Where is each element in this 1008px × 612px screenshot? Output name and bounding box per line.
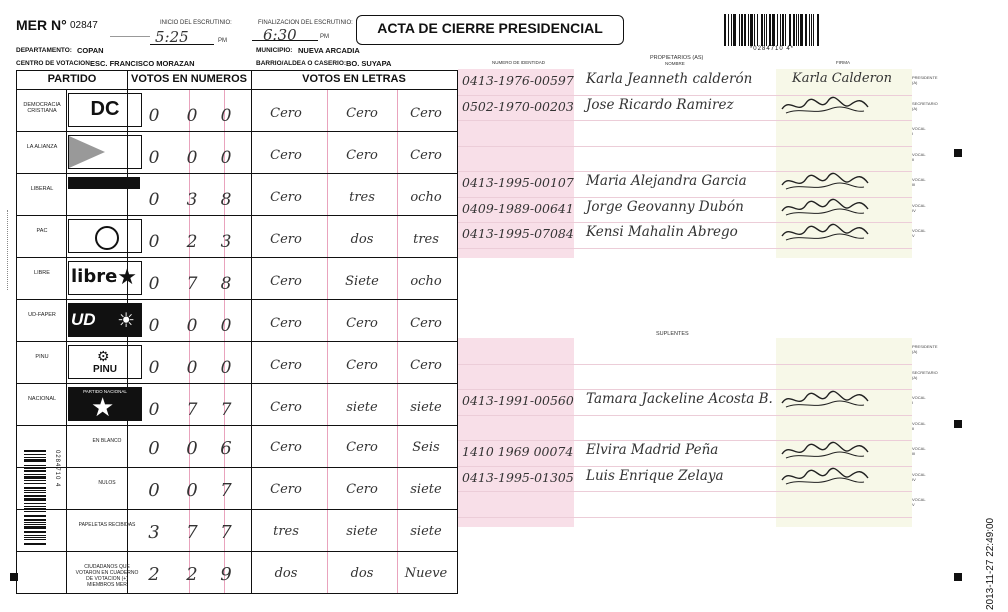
barcode-bar	[796, 14, 797, 46]
vote-digit: 3	[220, 232, 232, 252]
barcode-bar	[24, 511, 46, 512]
member-signature	[780, 389, 840, 409]
barcode-bar	[24, 457, 46, 458]
vote-digit: 0	[148, 316, 160, 336]
barcode-bar	[24, 492, 46, 493]
table-hline	[17, 299, 457, 300]
vote-digit: 0	[148, 358, 160, 378]
left-barcode-code: 0284710 4	[54, 450, 60, 488]
party-logo-text: DC	[90, 98, 120, 120]
member-signature-text: Karla Calderon	[792, 71, 893, 86]
party-logo	[68, 261, 142, 295]
member-row-line	[458, 120, 912, 121]
member-role: VOCAL IV	[912, 471, 926, 482]
vote-word: Cero	[270, 190, 302, 205]
member-role: VOCAL IV	[912, 202, 926, 213]
vote-digit: 9	[220, 564, 232, 585]
vote-digit: 0	[186, 106, 198, 126]
barcode-bar	[24, 450, 46, 452]
vote-word: Cero	[410, 358, 442, 373]
table-hline	[17, 467, 457, 468]
member-name: Elvira Madrid Peña	[586, 442, 719, 458]
inicio-line	[150, 44, 214, 45]
barcode-bar	[805, 14, 807, 46]
party-name: DEMOCRACIA CRISTIANA	[23, 102, 61, 114]
barcode-bar	[754, 14, 755, 46]
member-name: Luis Enrique Zelaya	[586, 467, 724, 484]
barcode-bar	[811, 14, 812, 46]
vote-word: Cero	[270, 358, 302, 373]
party-logo	[68, 303, 142, 337]
vote-word: Siete	[345, 274, 379, 289]
barcode-bar	[793, 14, 795, 46]
barcode-bar	[24, 515, 46, 517]
col-id-header: NUMERO DE IDENTIDAD	[492, 60, 546, 65]
vote-digit: 0	[148, 438, 160, 459]
party-logo-text: libre	[71, 266, 118, 287]
party-logo	[68, 135, 142, 169]
vote-word: Cero	[410, 106, 442, 121]
vote-word: Cero	[346, 106, 378, 121]
vote-digit: 0	[148, 400, 160, 420]
member-role: VOCAL II	[912, 420, 926, 431]
barcode-bar	[739, 14, 740, 46]
vote-word: dos	[274, 566, 298, 581]
barcode-bar	[24, 522, 46, 523]
barcode-bar	[24, 476, 46, 479]
vote-digit: 0	[220, 316, 232, 336]
vote-digit: 7	[220, 522, 232, 543]
barcode-bar	[813, 14, 814, 46]
barcode-number: *0284710 4*	[749, 46, 795, 52]
vote-digit: 0	[220, 106, 232, 126]
member-id: 0413-1991-00560	[462, 393, 574, 408]
votes-table	[16, 70, 458, 594]
star-icon: ★	[91, 392, 115, 421]
party-name: LIBERAL	[30, 186, 54, 192]
barcode-bar	[24, 487, 46, 489]
vote-digit: 7	[186, 522, 198, 543]
vote-digit: 2	[186, 564, 198, 585]
barcode-bar	[24, 483, 46, 484]
star-icon: ★	[117, 264, 137, 289]
inicio-suffix: PM	[218, 38, 227, 44]
barcode-bar	[744, 14, 746, 46]
barrio-label: BARRIO/ALDEA O CASERIO:	[256, 60, 347, 67]
barcode-bar	[24, 503, 46, 504]
member-role: VOCAL I	[912, 126, 926, 136]
barcode-bar	[724, 14, 726, 46]
member-row-line	[458, 517, 912, 518]
barcode-bar	[733, 14, 736, 46]
barcode-bar	[782, 14, 784, 46]
fin-label: FINALIZACION DEL ESCRUTINIO:	[258, 20, 353, 26]
vote-digit: 0	[148, 190, 160, 210]
vote-word: dos	[350, 232, 374, 247]
barcode-bar	[24, 459, 46, 462]
table-hline	[17, 425, 457, 426]
member-name: Jose Ricardo Ramirez	[586, 96, 734, 113]
member-role: PRESIDENTE (A)	[912, 75, 938, 85]
member-role: VOCAL II	[912, 151, 926, 162]
acta-title: ACTA DE CIERRE PRESIDENCIAL	[377, 20, 603, 36]
party-name: NACIONAL	[27, 396, 57, 402]
barcode-bar	[766, 14, 767, 46]
table-hline	[17, 257, 457, 258]
vote-word: Cero	[270, 400, 302, 415]
barcode-bar	[24, 498, 46, 501]
barcode-bar	[769, 14, 771, 46]
vote-word: Cero	[270, 232, 302, 247]
member-signature	[780, 222, 870, 242]
departamento-label: DEPARTAMENTO:	[16, 47, 72, 54]
col-letras-header: VOTOS EN LETRAS	[302, 73, 406, 85]
vote-word: Cero	[346, 316, 378, 331]
party-logo	[68, 345, 142, 379]
member-signature	[780, 171, 870, 191]
vote-digit: 0	[148, 148, 160, 168]
barcode-bar	[24, 539, 46, 540]
table-hline	[17, 509, 457, 510]
vote-word: Cero	[270, 274, 302, 289]
member-role: VOCAL III	[912, 177, 926, 187]
member-row-line	[458, 491, 912, 492]
vote-word: Cero	[346, 148, 378, 163]
vote-digit: 8	[220, 190, 232, 210]
barcode-bar	[741, 14, 743, 46]
barcode-bar	[24, 465, 46, 466]
vote-digit: 3	[148, 522, 160, 543]
party-name: LA ALIANZA	[26, 144, 58, 150]
vote-word: Cero	[346, 440, 378, 455]
corner-mark-right-mid	[954, 420, 962, 428]
inicio-label: INICIO DEL ESCRUTINIO:	[160, 20, 232, 26]
vote-digit: 3	[186, 190, 198, 210]
member-signature	[780, 440, 870, 460]
barcode-bar	[24, 506, 46, 507]
col-name-header: NOMBRE	[665, 61, 685, 66]
barcode-bar	[789, 14, 791, 46]
party-logo	[68, 93, 142, 127]
stamp-scribble	[110, 24, 150, 37]
vote-digit: 0	[148, 480, 160, 501]
barcode-bar	[24, 537, 46, 538]
vote-word: Cero	[270, 482, 302, 497]
corner-mark-right-top	[954, 149, 962, 157]
party-name: PAC	[36, 228, 48, 234]
party-name: LIBRE	[34, 270, 50, 276]
vote-word: Cero	[270, 440, 302, 455]
vote-word: ocho	[410, 274, 442, 289]
vote-word: tres	[273, 524, 299, 539]
vote-digit: 0	[186, 148, 198, 168]
member-signature	[780, 466, 870, 486]
member-signature	[780, 95, 840, 115]
table-hline	[17, 341, 457, 342]
barcode-bar	[24, 490, 46, 491]
member-row-line	[458, 415, 912, 416]
vote-word: siete	[346, 400, 378, 415]
signature-band	[776, 338, 912, 527]
alianza-flag-icon	[69, 136, 105, 168]
suplentes-header: SUPLENTES	[656, 331, 689, 337]
barcode-bar	[809, 14, 810, 46]
fin-line	[252, 40, 318, 41]
party-name: PINU	[35, 354, 49, 360]
barcode-bar	[764, 14, 765, 46]
extra-row-label: NULOS	[98, 480, 116, 486]
member-name: Maria Alejandra Garcia	[586, 173, 747, 189]
vote-digit: 7	[220, 400, 232, 420]
vote-word: tres	[413, 232, 439, 247]
barcode-bar	[777, 14, 778, 46]
barcode-bar	[780, 14, 781, 46]
barcode-bar	[24, 470, 46, 472]
vote-digit: 0	[148, 232, 160, 252]
barcode-bar	[748, 14, 749, 46]
member-role: VOCAL V	[912, 228, 926, 238]
barcode-bar	[24, 543, 46, 545]
barcode-bar	[772, 14, 775, 46]
party-logo	[68, 387, 142, 421]
vote-digit: 6	[220, 438, 232, 459]
barcode-bar	[24, 531, 46, 533]
mer-label: MER N°	[16, 17, 67, 33]
vote-word: tres	[349, 190, 375, 205]
vote-digit: 0	[186, 480, 198, 501]
vote-word: siete	[410, 400, 442, 415]
member-name: Kensi Mahalin Abrego	[586, 224, 738, 240]
vote-digit: 0	[148, 274, 160, 294]
vote-digit: 2	[186, 232, 198, 252]
table-hline	[17, 551, 457, 552]
vote-word: Nueve	[404, 566, 448, 581]
table-vline	[251, 71, 252, 593]
vote-word: Cero	[346, 482, 378, 497]
vote-digit: 0	[186, 438, 198, 459]
vote-digit: 7	[220, 480, 232, 501]
vote-digit: 2	[148, 564, 160, 585]
centro-value: ESC. FRANCISCO MORAZAN	[90, 59, 195, 68]
member-row-line	[458, 248, 912, 249]
vote-word: siete	[410, 524, 442, 539]
member-row-line	[458, 146, 912, 147]
party-logo	[68, 177, 140, 209]
vote-word: ocho	[410, 190, 442, 205]
barcode-bar	[761, 14, 763, 46]
table-hline	[17, 215, 457, 216]
sun-icon: ☀	[117, 310, 135, 332]
table-hline	[17, 173, 457, 174]
table-hline	[17, 383, 457, 384]
member-name: Jorge Geovanny Dubón	[586, 198, 744, 215]
left-vertical-text	[7, 210, 14, 290]
member-id: 0413-1976-00597	[462, 73, 574, 88]
vote-digit: 0	[186, 358, 198, 378]
corner-mark-left	[10, 573, 18, 581]
centro-label: CENTRO DE VOTACION:	[16, 60, 93, 67]
fin-time: 6:30	[263, 26, 297, 44]
member-name: Tamara Jackeline Acosta B.	[586, 391, 773, 407]
table-hline	[17, 131, 457, 132]
vote-word: Cero	[270, 106, 302, 121]
col-partido-header: PARTIDO	[47, 73, 97, 85]
barcode-bar	[24, 480, 46, 481]
municipio-value: NUEVA ARCADIA	[298, 46, 360, 55]
party-name: UD-FAPER	[28, 312, 56, 318]
fin-suffix: PM	[320, 34, 329, 40]
barcode-bar	[24, 526, 46, 529]
barcode-bar	[785, 14, 786, 46]
extra-row-label: PAPELETAS RECIBIDAS	[78, 522, 136, 528]
barcode-bar	[817, 14, 819, 46]
vote-word: Cero	[410, 148, 442, 163]
mer-number: 02847	[70, 20, 98, 31]
party-logo	[68, 219, 142, 253]
barcode-bar	[24, 495, 46, 497]
member-id: 0413-1995-01305	[462, 469, 574, 485]
vote-digit: 0	[220, 148, 232, 168]
vote-word: Cero	[346, 358, 378, 373]
party-logo-text: UD	[71, 310, 96, 329]
member-id: 1410 1969 00074	[462, 444, 574, 459]
barcode-bar	[24, 454, 46, 455]
municipio-label: MUNICIPIO:	[256, 47, 293, 54]
extra-row-label: EN BLANCO	[92, 438, 122, 444]
member-id: 0413-1995-00107	[462, 175, 574, 190]
member-id: 0413-1995-07084	[462, 226, 574, 241]
barcode-bar	[728, 14, 729, 46]
vote-digit: 7	[186, 274, 198, 294]
barcode-bar	[750, 14, 753, 46]
member-role: VOCAL V	[912, 497, 926, 507]
member-role: VOCAL III	[912, 446, 926, 456]
corner-mark-right-bottom	[954, 573, 962, 581]
left-barcode	[24, 450, 46, 546]
member-id: 0502-1970-00203	[462, 98, 574, 114]
vote-word: Cero	[410, 316, 442, 331]
barcode-bar	[24, 535, 46, 536]
vote-digit: 0	[220, 358, 232, 378]
vote-word: Cero	[270, 316, 302, 331]
member-role: SECRETARIO (A)	[912, 100, 938, 111]
member-name: Karla Jeanneth calderón	[586, 71, 753, 87]
inicio-time: 5:25	[155, 28, 189, 46]
vote-digit: 0	[148, 106, 160, 126]
members-area	[458, 55, 938, 542]
barcode-bar	[24, 467, 46, 469]
member-role: PRESIDENTE (A)	[912, 344, 938, 354]
barcode-bar	[731, 14, 732, 46]
barcode-bar	[24, 524, 46, 525]
party-logo-text: PINU	[93, 364, 117, 375]
barcode-bar	[757, 14, 758, 46]
col-numeros-header: VOTOS EN NUMEROS	[131, 73, 247, 85]
vote-word: siete	[410, 482, 442, 497]
pac-shield-icon	[95, 226, 119, 250]
table-hline	[17, 89, 457, 90]
member-role: SECRETARIO (A)	[912, 369, 938, 380]
barrio-value: BO. SUYAPA	[346, 59, 392, 68]
member-row-line	[458, 364, 912, 365]
vote-word: dos	[350, 566, 374, 581]
barcode-bar	[800, 14, 803, 46]
member-id: 0409-1989-00641	[462, 200, 574, 216]
departamento-value: COPAN	[77, 46, 104, 55]
barcode-bar	[24, 508, 46, 510]
barcode	[724, 14, 820, 46]
party-logo-text: PARTIDO NACIONAL	[83, 389, 127, 394]
pinu-icon: ⚙	[97, 348, 110, 364]
liberal-flag-icon	[68, 177, 140, 189]
vote-word: siete	[346, 524, 378, 539]
extra-row-label: CIUDADANOS QUE VOTARON EN CUADERNO DE VOTACION (+) MIEMBROS MER	[75, 564, 139, 588]
barcode-bar	[798, 14, 799, 46]
vote-digit: 7	[186, 400, 198, 420]
vote-word: Cero	[270, 148, 302, 163]
vote-digit: 0	[186, 316, 198, 336]
col-sign-header: FIRMA	[836, 60, 850, 65]
member-signature	[780, 197, 870, 217]
col-owner-header: PROPIETARIOS (AS)	[650, 55, 704, 61]
vote-word: Seis	[412, 440, 440, 455]
barcode-bar	[24, 519, 46, 521]
id-band	[458, 338, 574, 527]
member-role: VOCAL I	[912, 395, 926, 405]
scan-timestamp: 2013-11-27 22:49:00	[985, 517, 996, 610]
vote-digit: 8	[220, 274, 232, 294]
barcode-bar	[24, 474, 46, 475]
